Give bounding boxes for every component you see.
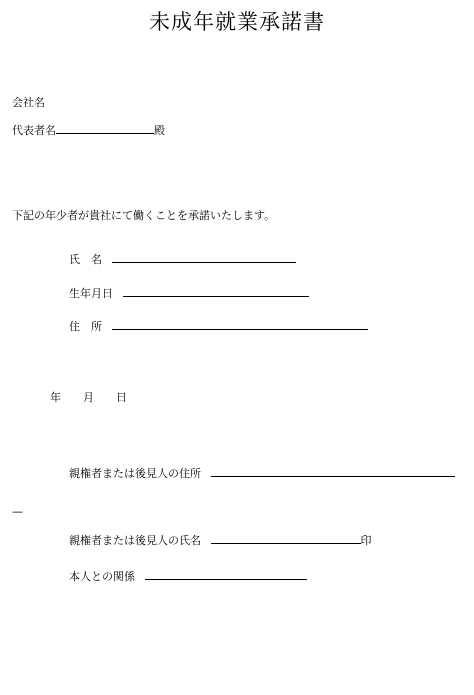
guardian-address-blank[interactable] xyxy=(211,465,455,477)
address-label: 住 所 xyxy=(69,320,102,333)
guardian-address-label: 親権者または後見人の住所 xyxy=(69,467,201,480)
minor-name-label: 氏 名 xyxy=(69,253,102,266)
seal-mark: 印 xyxy=(360,534,372,547)
relation-label: 本人との関係 xyxy=(69,570,135,583)
minor-name-row xyxy=(69,251,296,267)
document-title: 未成年就業承諾書 xyxy=(149,10,325,34)
address-blank[interactable] xyxy=(112,318,368,330)
company-name-label: 会社名 xyxy=(12,96,45,109)
birthdate-blank[interactable] xyxy=(123,285,309,297)
address-row xyxy=(69,318,368,334)
guardian-address-row xyxy=(69,465,455,481)
birthdate-row xyxy=(69,285,309,301)
continuation-dash: — xyxy=(12,505,23,518)
representative-row xyxy=(12,122,165,138)
relation-blank[interactable] xyxy=(145,568,307,580)
representative-blank[interactable] xyxy=(56,122,154,134)
birthdate-label: 生年月日 xyxy=(69,287,113,300)
consent-statement: 下記の年少者が貴社にて働くことを承諾いたします。 xyxy=(12,209,276,222)
guardian-name-label: 親権者または後見人の氏名 xyxy=(69,534,201,547)
date-line: 年 月 日 xyxy=(50,391,127,404)
guardian-name-row xyxy=(69,532,372,548)
representative-label: 代表者名 xyxy=(12,124,56,137)
minor-name-blank[interactable] xyxy=(112,251,296,263)
company-name-row xyxy=(12,96,45,110)
relation-row xyxy=(69,568,307,584)
honorific-text: 殿 xyxy=(154,124,165,137)
guardian-name-blank[interactable] xyxy=(211,532,361,544)
